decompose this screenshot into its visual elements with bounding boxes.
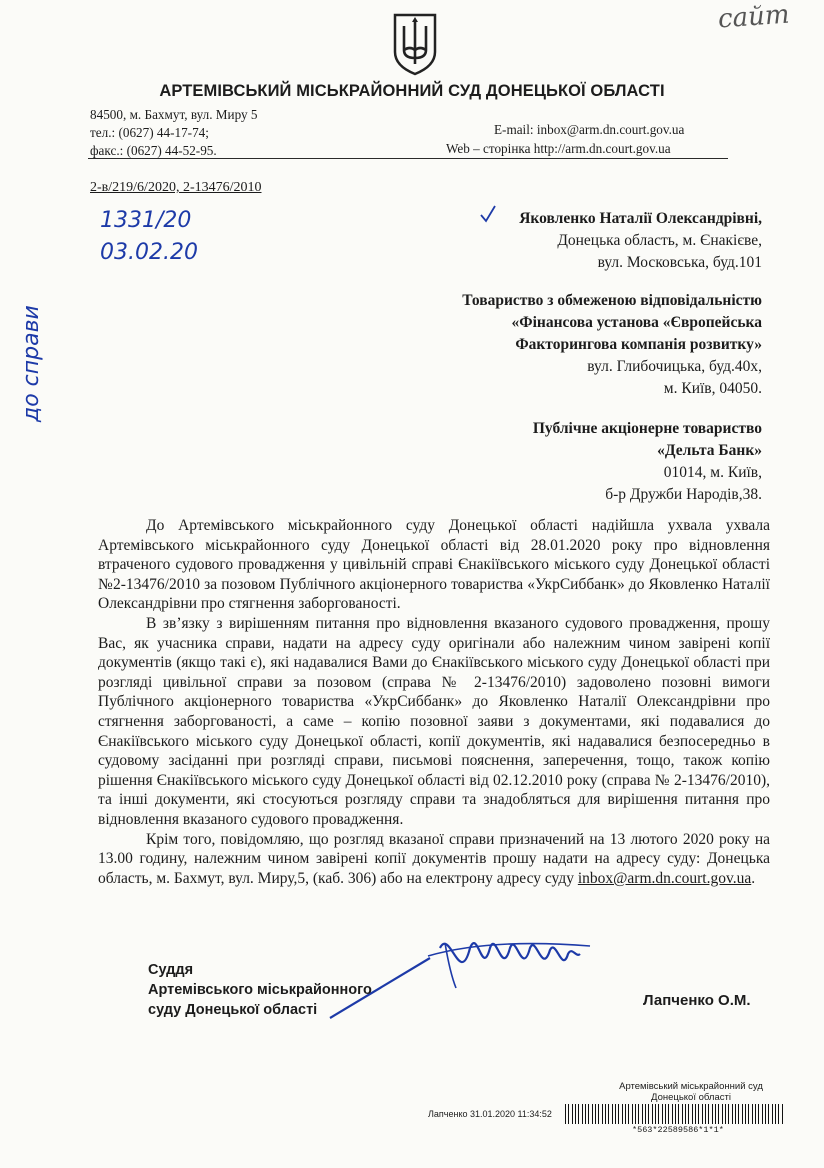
recipient-3-line: 01014, м. Київ, [663,464,762,481]
body-paragraph-text: Крім того, повідомляю, що розгляд вказаної справи призначений на 13 лютого 2020 року на 13.00 годину, належним чином завірені копії документів прошу надати на адресу суду: Донецька область, м. Бахмут, вул. Миру,5, (каб. 306) або на електрону адресу суду [98,830,770,887]
recipient-1-name: Яковленко Наталії Олександрівні, [519,210,762,227]
recipient-1-line: вул. Московська, буд.101 [597,254,762,271]
recipient-2 [462,290,762,400]
recipient-2-line: вул. Глибочицька, буд.40х, [587,358,762,375]
court-phone: тел.: (0627) 44-17-74; [90,125,209,140]
court-address: 84500, м. Бахмут, вул. Миру 5 [90,107,258,122]
handwritten-registration [100,205,198,269]
stamp-court [606,1081,776,1103]
court-email-link[interactable]: inbox@arm.dn.court.gov.ua [577,869,752,887]
corner-handwriting: сайт [717,0,791,35]
coat-of-arms-icon [392,12,438,76]
stamp-signed: Лапченко 31.01.2020 11:34:52 [428,1109,552,1119]
recipient-3 [533,418,762,506]
barcode-number: *563*22589586*1*1* [632,1125,724,1135]
court-fax: факс.: (0627) 44-52-95. [90,143,217,158]
recipient-2-name: Факторингова компанія розвитку» [515,336,762,353]
barcode-icon [565,1104,787,1124]
signer-name: Лапченко О.М. [643,992,751,1009]
letter-body [98,516,770,888]
body-paragraph [98,830,770,889]
stamp-court-line: Артемівський міськрайонний суд [619,1081,763,1092]
recipient-3-name: «Дельта Банк» [657,442,762,459]
registration-date: 03.02.20 [100,240,198,265]
margin-handwritten-note [14,262,48,432]
body-paragraph-end: . [751,869,756,887]
signature-block [148,960,372,1020]
court-website: Web – сторінка http://arm.dn.court.gov.ua [446,141,671,156]
signer-position: Суддя [148,962,194,978]
court-email: E-mail: inbox@arm.dn.court.gov.ua [494,122,685,137]
registration-number: 1331/20 [100,208,192,233]
recipient-3-line: б-р Дружби Народів,38. [605,486,762,503]
header-divider [88,158,728,159]
court-contacts [90,106,257,160]
margin-note-text: до справи [19,305,44,422]
recipient-1 [519,208,762,274]
recipient-3-name: Публічне акціонерне товариство [532,420,762,437]
recipient-2-name: «Фінансова установа «Європейська [511,314,762,331]
stamp-court-line: Донецької області [651,1092,731,1103]
body-paragraph: До Артемівського міськрайонного суду Донецької області надійшла ухвала ухвала Артемівського міськрайонного суду Донецької області від 28.01.2020 року про відновлення втраченого судового провадження у цивільній справі Єнакіївського міського суду Донецької області №2-13476/2010 за позовом Публічного акціонерного товариства «УкрСиббанк» до Яковленко Наталії Олександрівни про стягнення заборгованості. [98,517,770,613]
checkmark-icon [480,205,496,223]
signer-position: Артемівського міськрайонного [148,982,372,998]
body-paragraph: В зв’язку з вирішенням питання про відновлення вказаного судового провадження, прошу Вас, як учасника справи, надати на адресу суду оригінали або належним чином завірені копії документів (якщо такі є), які надавалися Вами до Єнакіївського міського суду Донецької області при розгляді цивільної справи за позовом (справа № 2-13476/2010) задоволено позовні вимоги Публічного акціонерного товариства «УкрСиббанк» до Яковленко Наталії Олександрівни про стягнення заборгованості, а саме – копію позовної заяви з документами, які подавалися до Єнакіївського міського суду Донецької області, копії документів, які надавалися безпосередньо в судовому засіданні при розгляді справи, письмові пояснення, заперечення, тощо, також копію рішення Єнакіївського міського суду Донецької області від 02.12.2010 року (справа № 2-13476/2010), та інші документи, які стосуються розгляду справи та знадобляться для вирішення питання про відновлення вказаного судового провадження. [98,614,770,828]
recipient-1-line: Донецька область, м. Єнакієве, [557,232,762,249]
court-title: АРТЕМІВСЬКИЙ МІСЬКРАЙОННИЙ СУД ДОНЕЦЬКОЇ ОБЛАСТІ [159,82,665,100]
recipient-2-name: Товариство з обмеженою відповідальністю [462,292,762,309]
case-number: 2-в/219/6/2020, 2-13476/2010 [90,180,262,195]
recipient-2-line: м. Київ, 04050. [663,380,762,397]
signer-position: суду Донецької області [148,1002,318,1018]
